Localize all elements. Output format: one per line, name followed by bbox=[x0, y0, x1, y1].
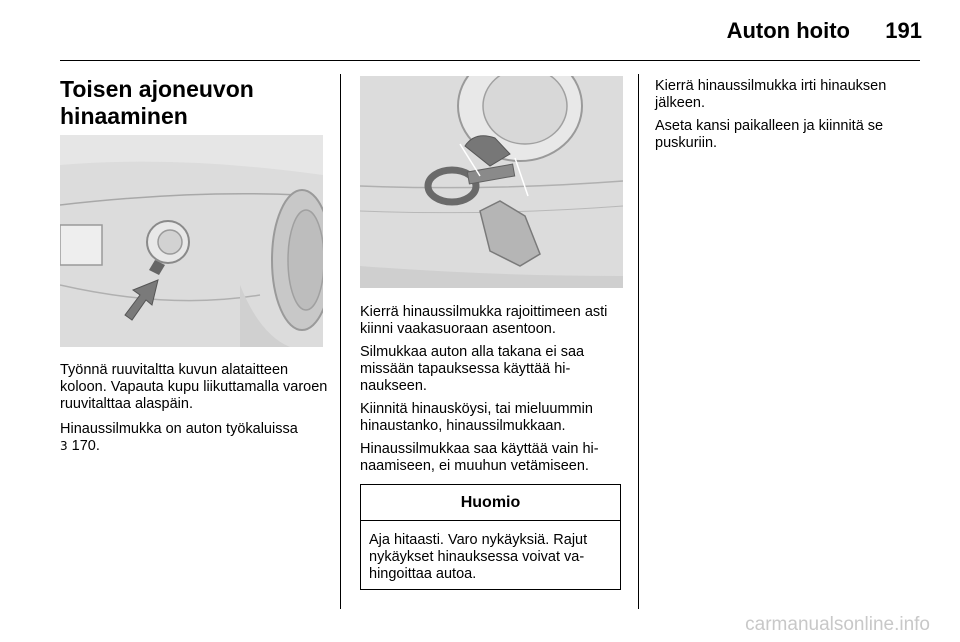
paragraph-screw-in-eye: Kierrä hinaussilmukka rajoittimeen asti kiinni vaakasuoraan asentoon. bbox=[360, 304, 608, 337]
figure-tow-eye-screw bbox=[360, 76, 623, 288]
paragraph-attach-rope: Kiinnitä hinausköysi, tai mieluummin hinaustanko, hinaussilmukkaan. bbox=[360, 401, 593, 434]
paragraph-unscrew-eye: Kierrä hinaussilmukka irti hinauksen jälkeen. bbox=[655, 78, 887, 111]
paragraph-tow-eye-location bbox=[60, 421, 335, 455]
section-heading-line-2: hinaaminen bbox=[60, 103, 188, 129]
paragraph-remove-cover: Työnnä ruuvitaltta kuvun alataitteen koloon. Vapauta kupu liikuttamalla varoen ruuvitalttaa alaspäin. bbox=[60, 362, 328, 412]
column-divider-left bbox=[340, 74, 341, 609]
paragraph-refit-cover: Aseta kansi paikalleen ja kiinnitä se puskuriin. bbox=[655, 118, 884, 151]
running-header-title: Auton hoito bbox=[726, 18, 850, 43]
page-reference-arrow: 3 bbox=[60, 439, 68, 453]
paragraph-use-only-for-towing: Hinaussilmukkaa saa käyttää vain hi-naamiseen, ei muuhun vetämiseen. bbox=[360, 441, 599, 474]
column-divider-right bbox=[638, 74, 639, 609]
section-heading-line-1: Toisen ajoneuvon bbox=[60, 76, 254, 102]
header-rule bbox=[60, 60, 920, 61]
page-reference: 170. bbox=[71, 438, 100, 454]
paragraph-rear-eye-warning: Silmukkaa auton alla takana ei saa missään tapauksessa käyttää hi-naukseen. bbox=[360, 344, 585, 394]
page-number: 191 bbox=[885, 18, 922, 43]
section-heading bbox=[60, 76, 335, 130]
watermark: carmanualsonline.info bbox=[745, 614, 930, 635]
figure-bumper-cover bbox=[60, 135, 323, 347]
paragraph-tow-eye-text: Hinaussilmukka on auton työkaluissa bbox=[60, 421, 298, 437]
notice-body: Aja hitaasti. Varo nykäyksiä. Rajut nykäykset hinauksessa voivat va-hingoittaa autoa. bbox=[369, 532, 588, 582]
notice-title: Huomio bbox=[361, 485, 620, 521]
notice-box bbox=[360, 484, 621, 590]
